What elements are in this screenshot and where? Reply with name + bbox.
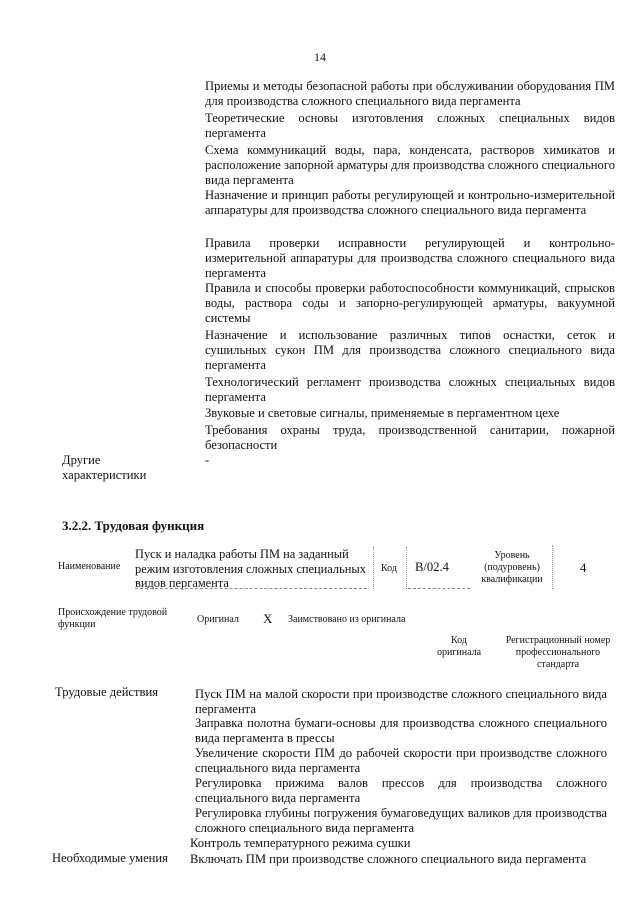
code-label: Код xyxy=(381,563,397,574)
knowledge-item: Назначение и использование различных типов оснастки, сеток и сушильных сукон ПМ для производства сложного специального вида пергамента xyxy=(205,328,615,373)
code-underline xyxy=(408,588,470,589)
section-title: 3.2.2. Трудовая функция xyxy=(62,518,205,533)
origin-original: Оригинал xyxy=(197,614,239,625)
function-name: Пуск и наладка работы ПМ на заданный режим изготовления сложных специальных видов пергамента xyxy=(135,547,366,590)
labor-actions-label: Трудовые действия xyxy=(55,685,159,699)
knowledge-item: Требования охраны труда, производственной санитарии, пожарной безопасности xyxy=(205,423,615,453)
origin-borrowed: Заимствовано из оригинала xyxy=(288,614,406,625)
knowledge-item: Назначение и принцип работы регулирующей и контрольно-измерительной аппаратуры для производства сложного специального вида пергамента xyxy=(205,188,615,218)
labor-action: Контроль температурного режима сушки xyxy=(190,836,411,850)
labor-action: Пуск ПМ на малой скорости при производстве сложного специального вида пергамента xyxy=(195,687,607,717)
level-value: 4 xyxy=(580,561,587,575)
code-value: B/02.4 xyxy=(415,560,449,574)
origin-mark: X xyxy=(263,611,273,626)
knowledge-item: Правила проверки исправности регулирующей и контрольно-измерительной аппаратуры для производства сложного специального вида пергамента xyxy=(205,236,615,281)
labor-action: Заправка полотна бумаги-основы для производства сложного специального вида пергамента в прессы xyxy=(195,716,607,746)
skills-label: Необходимые умения xyxy=(52,851,168,865)
labor-action: Увеличение скорости ПМ до рабочей скорости при производстве сложного специального вида пергамента xyxy=(195,746,607,776)
origin-code: Код оригинала xyxy=(436,635,482,658)
name-underline xyxy=(135,588,367,589)
knowledge-item: Схема коммуникаций воды, пара, конденсата, растворов химикатов и расположение запорной арматуры для производства сложного специального вида пергамента xyxy=(205,143,615,188)
knowledge-item: Приемы и методы безопасной работы при обслуживании оборудования ПМ для производства сложного специального вида пергамента xyxy=(205,79,615,109)
divider xyxy=(373,547,374,589)
level-label: Уровень (подуровень) квалификации xyxy=(481,550,543,585)
labor-action: Регулировка глубины погружения бумаговедущих валиков для производства сложного специального вида пергамента xyxy=(195,806,607,836)
knowledge-item: Звуковые и световые сигналы, применяемые в пергаментном цехе xyxy=(205,406,560,420)
origin-label: Происхождение трудовой функции xyxy=(58,607,168,630)
knowledge-item: Теоретические основы изготовления сложных специальных видов пергамента xyxy=(205,111,615,141)
other-characteristics-label: Другие характеристики xyxy=(62,453,147,483)
page-number: 14 xyxy=(314,50,326,64)
skill-item: Включать ПМ при производстве сложного специального вида пергамента xyxy=(190,852,587,866)
knowledge-item: Правила и способы проверки работоспособности коммуникаций, спрысков воды, раствора соды и запорно-регулирующей арматуры, вакуумной системы xyxy=(205,281,615,326)
name-label: Наименование xyxy=(58,561,121,572)
divider xyxy=(552,545,553,589)
other-characteristics-value: - xyxy=(205,453,210,467)
knowledge-item: Технологический регламент производства сложных специальных видов пергамента xyxy=(205,375,615,405)
origin-reg-number: Регистрационный номер профессионального стандарта xyxy=(505,635,611,670)
divider xyxy=(406,547,407,589)
labor-action: Регулировка прижима валов прессов для производства сложного специального вида пергамента xyxy=(195,776,607,806)
